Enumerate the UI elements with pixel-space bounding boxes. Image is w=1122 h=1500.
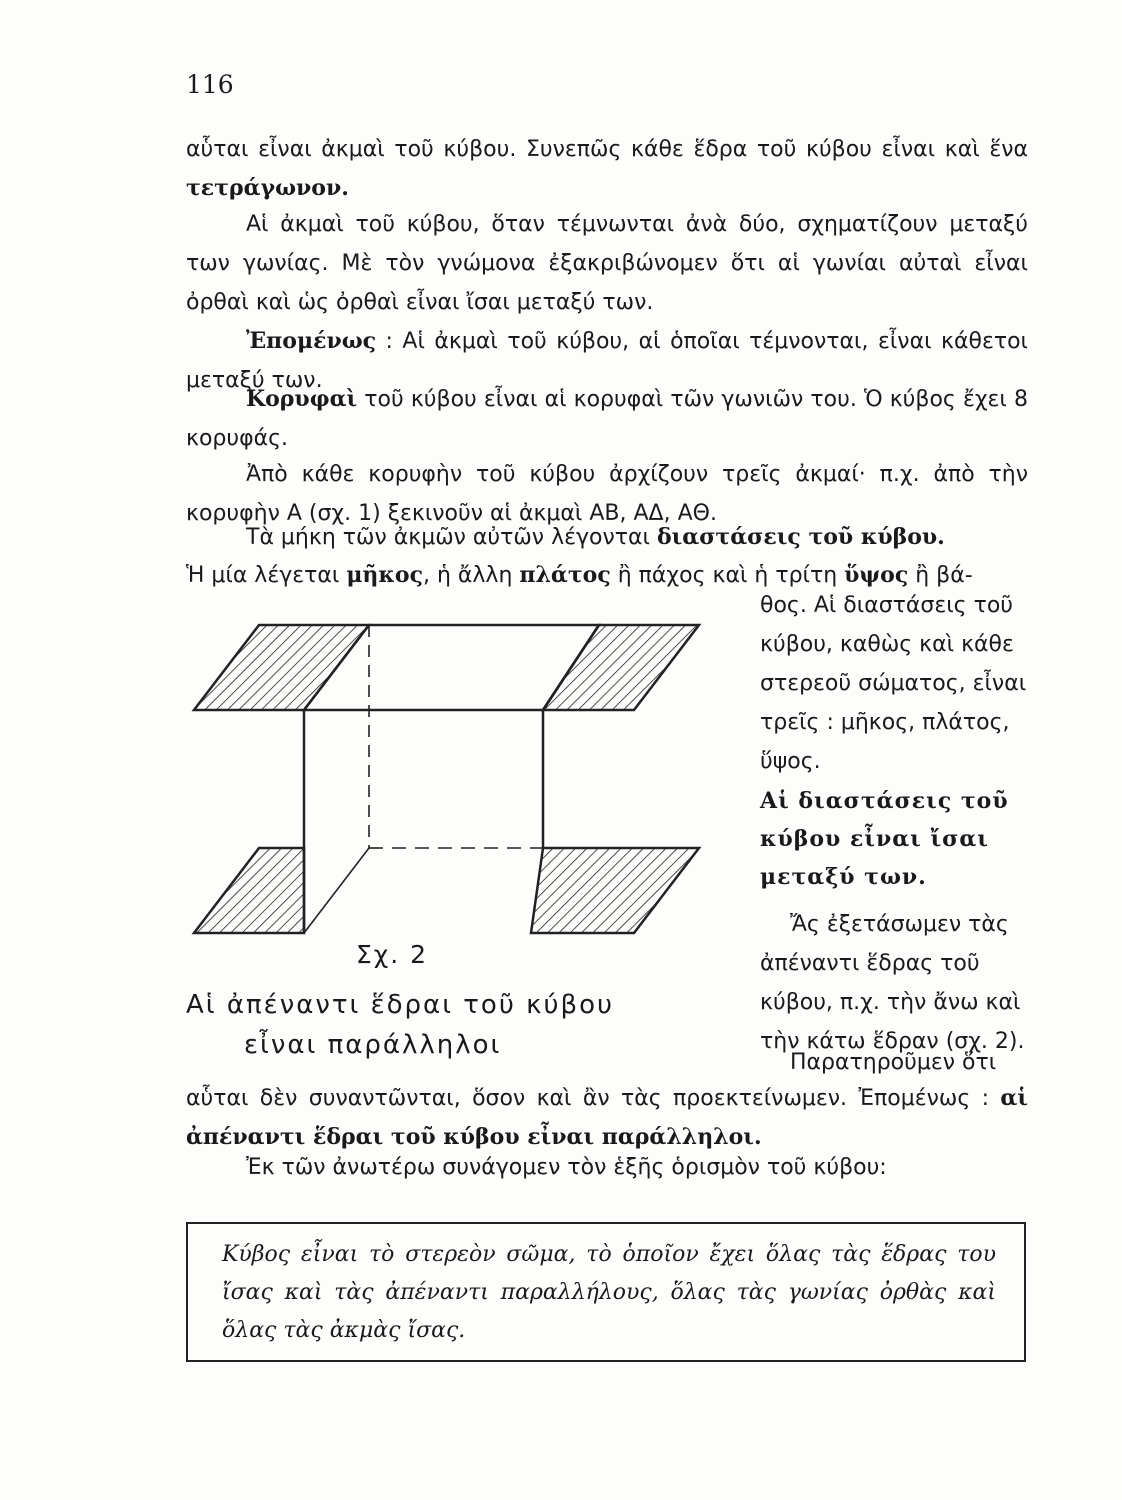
term-vertices: Κορυφαὶ <box>246 386 358 412</box>
paragraph-three-edges: Ἀπὸ κάθε κορυφὴν τοῦ κύβου ἀρχίζουν τρεῖς ἀκμαί· π.χ. ἀπὸ τὴν κορυφὴν Α (σχ. 1) ξεκινοῦν αἱ ἀκμαὶ ΑΒ, ΑΔ, ΑΘ. <box>186 462 1028 526</box>
sidebar-opposite-faces: Ἄς ἐξετάσωμεν τὰς ἀπέναντι ἕδρας τοῦ κύβου, π.χ. τὴν ἄνω καὶ τὴν κάτω ἕδραν (σχ. 2). <box>760 912 1025 1054</box>
paragraph-dimensions-text: Τὰ μήκη τῶν ἀκμῶν αὐτῶν λέγονται <box>246 525 657 550</box>
paragraph-vertices <box>186 380 1028 458</box>
paragraph-angles: Αἱ ἀκμαὶ τοῦ κύβου, ὅταν τέμνωνται ἀνὰ δύο, σχηματίζουν μεταξύ των γωνίας. Μὲ τὸν γνώμονα ἐξακριβώνομεν ὅτι αἱ γωνίαι αὐταὶ εἶναι ὀρθαὶ καὶ ὡς ὀρθαὶ εἶναι ἴσαι μεταξύ των. <box>186 212 1028 315</box>
paragraph-parallel-text: αὗται δὲν συναντῶνται, ὅσον καὶ ἂν τὰς προεκτείνωμεν. Ἐπομένως : <box>186 1086 1001 1111</box>
paragraph-parallel <box>186 1079 1028 1157</box>
paragraph-vertices-text: τοῦ κύβου εἶναι αἱ κορυφαὶ τῶν γωνιῶν του. Ὁ κύβος ἔχει 8 κορυφάς. <box>186 387 1028 451</box>
dimension-names-text-b: , ἡ ἄλλη <box>422 563 520 588</box>
dimension-names-text-a: Ἡ μία λέγεται <box>186 563 347 588</box>
term-therefore: Ἐπομένως <box>246 328 377 354</box>
bottom-face-left-hatch <box>194 848 304 933</box>
paragraph-edges-text: αὗται εἶναι ἀκμαὶ τοῦ κύβου. Συνεπῶς κάθε ἕδρα τοῦ κύβου εἶναι καὶ ἕνα <box>186 137 1028 162</box>
dimension-names-text-d: ἢ βά- <box>908 563 973 588</box>
paragraph-perpendicular-text: : Αἱ ἀκμαὶ τοῦ κύβου, αἱ ὁποῖαι τέμνονται, εἶναι κάθετοι μεταξύ των. <box>186 329 1028 393</box>
top-face <box>194 625 699 710</box>
paragraph-dimensions <box>186 518 1028 557</box>
bottom-face <box>194 848 699 933</box>
term-dimensions: διαστάσεις τοῦ κύβου. <box>656 524 945 550</box>
paragraph-definition-intro: Ἐκ τῶν ἀνωτέρω συνάγομεν τὸν ἑξῆς ὁρισμὸν τοῦ κύβου: <box>246 1155 887 1180</box>
sidebar-dimensions-text: θος. Αἱ διαστάσεις τοῦ κύβου, καθὼς καὶ κάθε στερεοῦ σώματος, εἶναι τρεῖς : μῆκος, πλάτος, ὕψος. <box>760 593 1027 774</box>
dimension-names-text-c: ἢ πάχος καὶ ἡ τρίτη <box>610 563 845 588</box>
sidebar-rule: Αἱ διαστάσεις τοῦ κύβου εἶναι ἴσαι μεταξύ των. <box>760 788 1009 890</box>
term-length: μῆκος <box>346 562 423 588</box>
figure-caption <box>186 985 746 1065</box>
sidebar-we-observe: Παρατηροῦμεν ὅτι <box>790 1050 997 1075</box>
term-square: τετράγωνον. <box>186 175 349 201</box>
definition-text: Κύβος εἶναι τὸ στερεὸν σῶμα, τὸ ὁποῖον ἔχει ὅλας τὰς ἕδρας του ἴσας καὶ τὰς ἀπέναντι παραλλήλους, ὅλας τὰς γωνίας ὀρθὰς καὶ ὅλας τὰς ἀκμὰς ἴσας. <box>222 1242 996 1343</box>
paragraph-edges <box>186 130 1028 208</box>
term-parallel-faces: αἱ ἀπέναντι ἕδραι τοῦ κύβου εἶναι παράλληλοι. <box>186 1085 1028 1150</box>
cube-opposite-faces-figure <box>186 615 726 940</box>
figure-caption-line1: Αἱ ἀπέναντι ἕδραι τοῦ κύβου <box>186 990 615 1020</box>
term-height: ὕψος <box>844 562 909 588</box>
page-number: 116 <box>186 70 234 99</box>
term-width: πλάτος <box>519 562 611 588</box>
figure-caption-line2: εἶναι παράλληλοι <box>244 1030 502 1060</box>
definition-box <box>186 1222 1026 1362</box>
bottom-face-right-hatch <box>531 848 699 933</box>
figure-label: Σχ. 2 <box>356 940 429 969</box>
